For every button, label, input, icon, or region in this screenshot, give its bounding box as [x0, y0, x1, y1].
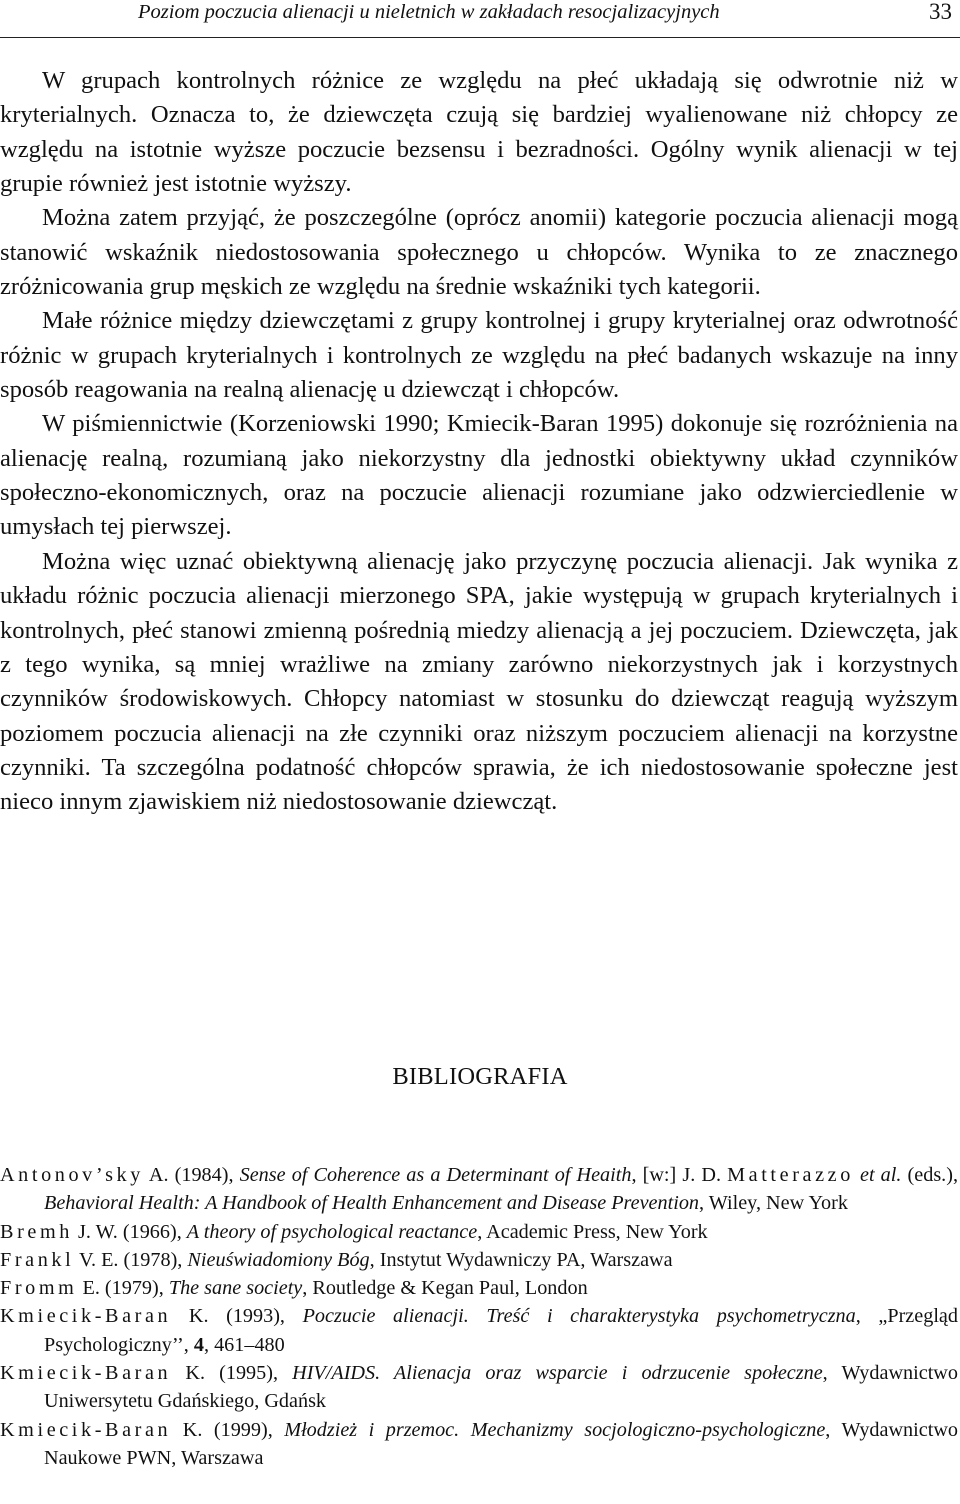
entry-publisher: , Wydawnictwo Uniwersytetu Gdańskiego, Gdańsk — [44, 1362, 958, 1413]
entry-pages: , 461–480 — [203, 1333, 285, 1356]
bibliography-entry — [0, 1161, 958, 1218]
entry-title: HIV/AIDS. Alienacja oraz wsparcie i odrzucenie społeczne — [292, 1362, 823, 1385]
entry-title: Poczucie alienacji. Treść i charakterystyka psychometryczna — [302, 1305, 856, 1328]
entry-eds: (eds.), — [901, 1164, 958, 1186]
entry-title: The sane society — [168, 1277, 303, 1300]
paragraph: Małe różnice między dziewczętami z grupy kontrolnej i grupy kryterialnej oraz odwrotność różnic w grupach kryterialnych i kontrolnych ze względu na płeć badanych wskazuje na inny sposób reagowania na realną alienację u dziewcząt i chłopców. — [0, 307, 958, 404]
entry-author: Antonov’sky — [0, 1164, 144, 1186]
entry-author: Kmiecik-Baran — [0, 1362, 172, 1385]
entry-title: Nieuświadomiony Bóg — [187, 1248, 370, 1271]
entry-publisher: , Academic Press, New York — [477, 1220, 708, 1243]
entry-year: K. (1993), — [171, 1305, 303, 1328]
entry-publisher: , Wiley, New York — [699, 1192, 848, 1215]
entry-publisher: , Instytut Wydawniczy PA, Warszawa — [369, 1248, 673, 1271]
paragraph: W grupach kontrolnych różnice ze względu na płeć układają się odwrotnie niż w kryterialnych. Oznacza to, że dziewczęta czują się bardziej wyalienowane niż chłopcy ze względu na istotnie wyższe poczucie bezsensu i bezradności. Ogólny wynik alienacji w tej grupie również jest istotnie wyższy. — [0, 67, 958, 198]
entry-year: E. (1979), — [77, 1277, 169, 1300]
entry-title: Młodzież i przemoc. Mechanizmy socjologiczno-psychologiczne — [284, 1418, 826, 1441]
header-rule — [0, 37, 960, 38]
running-header — [0, 0, 960, 40]
entry-journal: , „Przegląd Psychologiczny’’, — [44, 1305, 958, 1356]
bibliography-list — [0, 1161, 958, 1472]
page-number: 33 — [929, 0, 952, 24]
paragraph: Można więc uznać obiektywną alienację jako przyczynę poczucia alienacji. Jak wynika z układu różnic poczucia alienacji mierzonego SPA, jakie występują w grupach kryterialnych i kontrolnych, płeć stanowi zmienną pośrednią miedzy alienacją a jej poczuciem. Dziewczęta, jak z tego wynika, są mniej wrażliwe na zmiany zarówno niekorzystnych jak i korzystnych czynników środowiskowych. Chłopcy natomiast w stosunku do dziewcząt reagują wyższym poziomem poczucia alienacji na złe czynniki oraz niższym poczuciem alienacji na korzystne czynniki. Ta szczególna podatność chłopców sprawia, że ich niedostosowanie społeczne jest nieco innym zjawiskiem niż niedostosowanie dziewcząt. — [0, 547, 958, 816]
entry-mid: , [w:] J. D. — [631, 1164, 728, 1186]
entry-author: Fromm — [0, 1277, 78, 1300]
entry-author: Bremh — [0, 1220, 73, 1243]
entry-volume: 4 — [193, 1333, 204, 1356]
bibliography-entry — [0, 1246, 958, 1274]
bibliography-entry — [0, 1274, 958, 1302]
entry-author: Kmiecik-Baran — [0, 1418, 172, 1441]
entry-author: Kmiecik-Baran — [0, 1305, 172, 1328]
entry-book: Behavioral Health: A Handbook of Health Enhancement and Disease Prevention — [44, 1192, 700, 1215]
entry-year: J. W. (1966), — [72, 1220, 187, 1243]
entry-year: K. (1995), — [171, 1362, 293, 1385]
entry-year: V. E. (1978), — [74, 1248, 188, 1271]
body-text — [0, 64, 958, 820]
bibliography-entry — [0, 1218, 958, 1246]
running-title: Poziom poczucia alienacji u nieletnich w zakładach resocjalizacyjnych — [138, 1, 720, 23]
entry-editor: Matterazzo — [727, 1164, 854, 1186]
entry-title: A theory of psychological reactance — [186, 1220, 478, 1243]
entry-year: K. (1999), — [171, 1418, 285, 1441]
bibliography-entry — [0, 1359, 958, 1416]
bibliography-heading: BIBLIOGRAFIA — [392, 1063, 568, 1090]
entry-editor-suffix: et al. — [853, 1164, 902, 1186]
bibliography-entry — [0, 1302, 958, 1359]
entry-author: Frankl — [0, 1248, 75, 1271]
entry-publisher: , Wydawnictwo Naukowe PWN, Warszawa — [44, 1418, 958, 1469]
entry-title: Sense of Coherence as a Determinant of Heaith — [239, 1164, 632, 1186]
entry-publisher: , Routledge & Kegan Paul, London — [302, 1277, 588, 1300]
paragraph: Można zatem przyjąć, że poszczególne (oprócz anomii) kategorie poczucia alienacji mogą stanowić wskaźnik niedostosowania społecznego u chłopców. Wynika to ze znacznego zróżnicowania grup męskich ze względu na średnie wskaźniki tych kategorii. — [0, 204, 958, 301]
paragraph: W piśmiennictwie (Korzeniowski 1990; Kmiecik-Baran 1995) dokonuje się rozróżnienia na alienację realną, rozumianą jako niekorzystny dla jednostki obiektywny układ czynników społeczno-ekonomicznych, oraz na poczucie alienacji rozumiane jako odzwierciedlenie w umysłach tej pierwszej. — [0, 410, 958, 541]
entry-year: A. (1984), — [143, 1164, 240, 1186]
bibliography-entry — [0, 1416, 958, 1473]
